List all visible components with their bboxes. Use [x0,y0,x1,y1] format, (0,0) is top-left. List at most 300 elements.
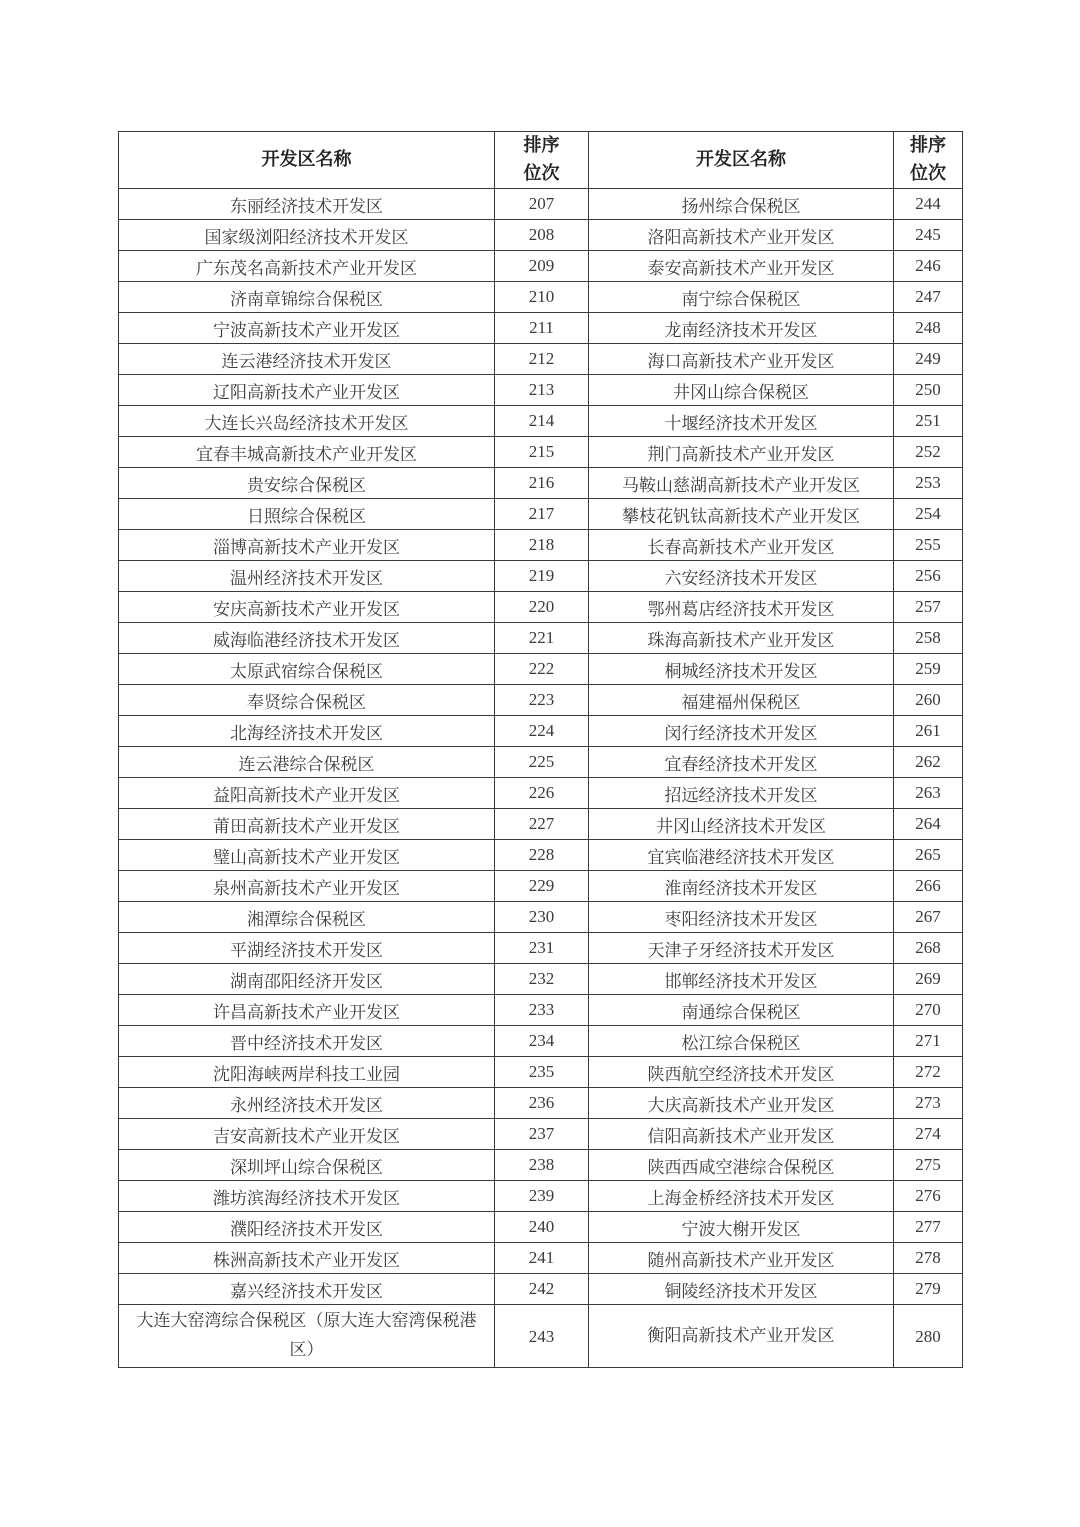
table-row [119,1305,963,1368]
district-name-right: 上海金桥经济技术开发区 [647,1188,835,1209]
rank-right: 246 [915,256,941,275]
rank-left: 229 [528,876,555,895]
rank-right: 253 [915,473,941,492]
district-name-left-cell [119,840,495,871]
rank-right-cell [894,716,963,747]
district-name-left: 嘉兴经济技术开发区 [230,1281,383,1302]
rank-left: 230 [528,907,555,926]
table-row [119,716,963,747]
rank-left-cell [495,1181,589,1212]
district-name-right-cell [589,1150,894,1181]
district-name-right-cell [589,375,894,406]
district-name-left: 太原武宿综合保税区 [230,661,383,682]
district-name-right: 珠海高新技术产业开发区 [647,630,835,651]
rank-left-cell [495,1243,589,1274]
rank-right-cell [894,1057,963,1088]
district-name-right-cell [589,809,894,840]
rank-right: 250 [915,380,941,399]
district-name-right: 南通综合保税区 [681,1002,801,1023]
district-name-left-cell [119,375,495,406]
rank-left-cell [495,561,589,592]
district-name-right-cell [589,933,894,964]
rank-left-cell [495,747,589,778]
district-name-right: 邯郸经济技术开发区 [664,971,818,992]
header-rank-left-line1: 排序 [523,135,560,156]
district-name-left: 吉安高新技术产业开发区 [213,1126,400,1147]
rank-right: 280 [915,1326,941,1346]
rank-right: 269 [915,969,941,988]
district-name-right: 天津子牙经济技术开发区 [647,940,835,961]
district-name-left: 广东茂名高新技术产业开发区 [196,258,417,279]
district-name-right-cell [589,654,894,685]
rank-right-cell [894,1026,963,1057]
rank-left-cell [495,220,589,251]
district-name-left: 大连大窑湾综合保税区（原大连大窑湾保税港区） [136,1311,477,1360]
rank-left-cell [495,778,589,809]
table-row [119,499,963,530]
rank-right-cell [894,871,963,902]
district-name-right-cell [589,1057,894,1088]
rank-left-cell [495,1212,589,1243]
district-name-right: 衡阳高新技术产业开发区 [647,1325,835,1346]
table-row [119,840,963,871]
table-row [119,437,963,468]
table-row [119,1119,963,1150]
district-name-right: 闵行经济技术开发区 [664,723,818,744]
district-name-left-cell [119,592,495,623]
district-name-left-cell [119,871,495,902]
district-name-right-cell [589,964,894,995]
district-name-left: 温州经济技术开发区 [230,568,383,589]
header-rank-right-line2: 位次 [910,163,946,184]
district-name-left: 安庆高新技术产业开发区 [213,599,400,620]
district-name-left-cell [119,654,495,685]
rank-left-cell [495,1119,589,1150]
rank-right-cell [894,623,963,654]
district-name-left-cell [119,778,495,809]
district-name-left-cell [119,468,495,499]
district-name-right-cell [589,282,894,313]
rank-right-cell [894,282,963,313]
rank-right: 247 [915,287,941,306]
district-name-right: 大庆高新技术产业开发区 [647,1095,835,1116]
rank-right-cell [894,902,963,933]
rank-right: 254 [915,504,941,523]
rank-left: 211 [529,318,554,337]
district-name-right: 攀枝花钒钛高新技术产业开发区 [622,506,860,527]
table-row [119,685,963,716]
rank-left: 238 [528,1155,555,1174]
district-name-right-cell [589,1119,894,1150]
rank-right-cell [894,1274,963,1305]
rank-right: 274 [915,1124,941,1143]
table-row [119,995,963,1026]
ranking-table [118,131,963,1368]
rank-left-cell [495,189,589,220]
rank-left-cell [495,282,589,313]
rank-right-cell [894,220,963,251]
table-header-row [119,132,963,189]
rank-left-cell [495,1150,589,1181]
district-name-right-cell [589,871,894,902]
district-name-right: 宜春经济技术开发区 [664,754,818,775]
district-name-right: 南宁综合保税区 [681,289,801,310]
rank-left: 222 [528,659,555,678]
district-name-right: 井冈山综合保税区 [673,382,809,403]
district-name-right: 荆门高新技术产业开发区 [647,444,835,465]
rank-left: 223 [528,690,555,709]
district-name-right-cell [589,1243,894,1274]
header-rank-right-line1: 排序 [910,135,946,156]
district-name-left: 深圳坪山综合保税区 [230,1157,383,1178]
district-name-right: 井冈山经济技术开发区 [656,816,826,837]
table-row [119,933,963,964]
table-row [119,809,963,840]
district-name-left-cell [119,1119,495,1150]
district-name-right: 长春高新技术产业开发区 [647,537,835,558]
rank-left: 233 [528,1000,555,1019]
district-name-right: 松江综合保税区 [681,1033,801,1054]
district-name-right-cell [589,623,894,654]
rank-right: 275 [915,1155,941,1174]
rank-left: 237 [528,1124,555,1143]
rank-left-cell [495,964,589,995]
table-row [119,902,963,933]
rank-left-cell [495,1057,589,1088]
rank-right-cell [894,747,963,778]
table-row [119,251,963,282]
rank-left: 212 [528,349,555,368]
district-name-right: 洛阳高新技术产业开发区 [647,227,835,248]
rank-left: 214 [528,411,555,430]
table-row [119,1274,963,1305]
district-name-right-cell [589,1212,894,1243]
district-name-right: 龙南经济技术开发区 [664,320,818,341]
district-name-left: 晋中经济技术开发区 [230,1033,383,1054]
district-name-left: 益阳高新技术产业开发区 [213,785,400,806]
district-name-right-cell [589,1026,894,1057]
table-row [119,282,963,313]
rank-left: 208 [528,225,555,244]
district-name-left: 日照综合保税区 [247,506,366,527]
table-row [119,964,963,995]
table-row [119,561,963,592]
rank-right: 272 [915,1062,941,1081]
district-name-left-cell [119,282,495,313]
rank-right-cell [894,964,963,995]
rank-right: 267 [915,907,941,926]
rank-left-cell [495,654,589,685]
district-name-right-cell [589,220,894,251]
district-name-right: 宜宾临港经济技术开发区 [647,847,835,868]
table-row [119,1212,963,1243]
district-name-left: 国家级浏阳经济技术开发区 [204,227,409,248]
district-name-left: 许昌高新技术产业开发区 [213,1002,400,1023]
rank-left: 218 [528,535,555,554]
table-row [119,747,963,778]
district-name-right: 铜陵经济技术开发区 [664,1281,818,1302]
district-name-left-cell [119,1212,495,1243]
rank-left-cell [495,871,589,902]
district-name-right: 信阳高新技术产业开发区 [647,1126,835,1147]
district-name-left: 沈阳海峡两岸科技工业园 [213,1064,400,1085]
rank-left: 224 [528,721,555,740]
district-name-left-cell [119,1305,495,1368]
rank-left-cell [495,902,589,933]
district-name-left-cell [119,313,495,344]
rank-left: 215 [528,442,555,461]
rank-left: 236 [528,1093,555,1112]
table-row [119,623,963,654]
district-name-left: 奉贤综合保税区 [247,692,366,713]
rank-left: 228 [528,845,555,864]
table-row [119,220,963,251]
rank-left: 213 [528,380,555,399]
rank-left: 209 [528,256,555,275]
district-name-right: 陕西西咸空港综合保税区 [647,1157,835,1178]
rank-left-cell [495,313,589,344]
rank-right-cell [894,313,963,344]
district-name-right-cell [589,1305,894,1368]
district-name-left: 湘潭综合保税区 [247,909,366,930]
district-name-right-cell [589,1088,894,1119]
district-name-right: 枣阳经济技术开发区 [664,909,818,930]
district-name-left: 东丽经济技术开发区 [230,196,383,217]
district-name-right: 扬州综合保税区 [681,196,801,217]
district-name-right-cell [589,561,894,592]
district-name-right-cell [589,530,894,561]
district-name-left-cell [119,1181,495,1212]
district-name-left-cell [119,189,495,220]
table-row [119,344,963,375]
district-name-left-cell [119,1026,495,1057]
rank-right: 249 [915,349,941,368]
district-name-right: 海口高新技术产业开发区 [647,351,835,372]
district-name-right-cell [589,747,894,778]
table-row [119,468,963,499]
district-name-left-cell [119,1243,495,1274]
rank-right: 264 [915,814,941,833]
rank-left: 207 [528,194,555,213]
district-name-right-cell [589,313,894,344]
table-row [119,313,963,344]
district-name-left: 潍坊滨海经济技术开发区 [213,1188,400,1209]
rank-right: 244 [915,194,941,213]
rank-right-cell [894,1119,963,1150]
district-name-right-cell [589,189,894,220]
rank-left-cell [495,716,589,747]
rank-right-cell [894,375,963,406]
district-name-left: 北海经济技术开发区 [230,723,383,744]
rank-left-cell [495,1274,589,1305]
rank-right-cell [894,406,963,437]
district-name-left-cell [119,685,495,716]
rank-right: 263 [915,783,941,802]
table-row [119,1181,963,1212]
rank-left: 242 [528,1279,555,1298]
rank-left: 231 [528,938,555,957]
district-name-left: 平湖经济技术开发区 [230,940,383,961]
rank-right-cell [894,561,963,592]
rank-right-cell [894,1305,963,1368]
district-name-left: 湖南邵阳经济开发区 [230,971,383,992]
district-name-left-cell [119,1088,495,1119]
district-name-right: 招远经济技术开发区 [664,785,818,806]
district-name-left-cell [119,933,495,964]
rank-left: 216 [528,473,555,492]
rank-left-cell [495,623,589,654]
district-name-right-cell [589,406,894,437]
district-name-right-cell [589,468,894,499]
rank-left-cell [495,809,589,840]
rank-left: 235 [528,1062,555,1081]
rank-right-cell [894,654,963,685]
district-name-right-cell [589,344,894,375]
rank-left-cell [495,251,589,282]
rank-left: 217 [528,504,555,523]
district-name-left: 株洲高新技术产业开发区 [213,1250,400,1271]
district-name-left: 璧山高新技术产业开发区 [213,847,400,868]
district-name-left-cell [119,530,495,561]
rank-right: 273 [915,1093,941,1112]
district-name-left-cell [119,902,495,933]
district-name-right: 马鞍山慈湖高新技术产业开发区 [622,475,860,496]
district-name-right-cell [589,592,894,623]
rank-right: 257 [915,597,941,616]
district-name-right-cell [589,902,894,933]
rank-right: 252 [915,442,941,461]
table-row [119,189,963,220]
header-name-left [119,132,495,189]
district-name-left: 贵安综合保税区 [247,475,366,496]
district-name-left: 大连长兴岛经济技术开发区 [204,413,409,434]
district-name-right: 泰安高新技术产业开发区 [647,258,835,279]
table-row [119,375,963,406]
district-name-left: 淄博高新技术产业开发区 [213,537,400,558]
district-name-right: 福建福州保税区 [681,692,801,713]
district-name-left-cell [119,623,495,654]
rank-right: 255 [915,535,941,554]
table-row [119,592,963,623]
rank-left: 221 [528,628,555,647]
header-rank-right [894,132,963,189]
rank-right: 279 [915,1279,941,1298]
rank-right: 248 [915,318,941,337]
district-name-right: 陕西航空经济技术开发区 [647,1064,835,1085]
rank-right-cell [894,778,963,809]
table-row [119,1088,963,1119]
header-name-right [589,132,894,189]
district-name-left-cell [119,964,495,995]
rank-right-cell [894,995,963,1026]
rank-left-cell [495,1305,589,1368]
district-name-left: 濮阳经济技术开发区 [230,1219,383,1240]
rank-left-cell [495,375,589,406]
district-name-left: 辽阳高新技术产业开发区 [213,382,400,403]
rank-left-cell [495,1088,589,1119]
district-name-left-cell [119,1150,495,1181]
rank-right-cell [894,437,963,468]
rank-right: 262 [915,752,941,771]
district-name-right: 淮南经济技术开发区 [664,878,818,899]
district-name-left-cell [119,499,495,530]
district-name-left: 宁波高新技术产业开发区 [213,320,400,341]
rank-left: 226 [528,783,555,802]
rank-right-cell [894,499,963,530]
rank-left-cell [495,933,589,964]
district-name-left: 宜春丰城高新技术产业开发区 [196,444,417,465]
rank-right-cell [894,685,963,716]
rank-right: 260 [915,690,941,709]
district-name-left: 连云港经济技术开发区 [221,351,392,372]
district-name-left: 泉州高新技术产业开发区 [213,878,400,899]
header-rank-left [495,132,589,189]
rank-left: 243 [528,1326,555,1346]
rank-left: 210 [528,287,555,306]
district-name-left: 永州经济技术开发区 [230,1095,383,1116]
rank-right-cell [894,1088,963,1119]
rank-right-cell [894,1212,963,1243]
district-name-left-cell [119,1057,495,1088]
rank-right: 258 [915,628,941,647]
rank-right-cell [894,1181,963,1212]
rank-left: 241 [528,1248,555,1267]
rank-right-cell [894,933,963,964]
rank-right: 268 [915,938,941,957]
district-name-left-cell [119,1274,495,1305]
district-name-left: 连云港综合保税区 [238,754,375,775]
district-name-left-cell [119,995,495,1026]
table-body [119,189,963,1368]
table-row [119,871,963,902]
rank-right: 261 [915,721,941,740]
rank-left: 232 [528,969,555,988]
rank-left-cell [495,995,589,1026]
district-name-left-cell [119,437,495,468]
district-name-right: 六安经济技术开发区 [664,568,818,589]
rank-right: 271 [915,1031,941,1050]
rank-right: 276 [915,1186,941,1205]
table-row [119,654,963,685]
rank-left: 219 [528,566,555,585]
rank-right: 277 [915,1217,941,1236]
district-name-right-cell [589,995,894,1026]
header-rank-left-line2: 位次 [523,163,560,184]
rank-right: 251 [915,411,941,430]
rank-left: 227 [528,814,555,833]
district-name-right: 十堰经济技术开发区 [664,413,818,434]
rank-left-cell [495,468,589,499]
district-name-right-cell [589,251,894,282]
rank-right: 278 [915,1248,941,1267]
header-name-right-label: 开发区名称 [696,149,786,170]
rank-right-cell [894,809,963,840]
district-name-right-cell [589,1274,894,1305]
district-name-left-cell [119,809,495,840]
rank-left-cell [495,437,589,468]
district-name-right: 随州高新技术产业开发区 [647,1250,835,1271]
district-name-left-cell [119,251,495,282]
district-name-left: 威海临港经济技术开发区 [213,630,400,651]
rank-left-cell [495,1026,589,1057]
rank-left: 234 [528,1031,555,1050]
table-row [119,1243,963,1274]
table-row [119,1026,963,1057]
table-row [119,530,963,561]
rank-right: 256 [915,566,941,585]
rank-left-cell [495,499,589,530]
header-name-left-label: 开发区名称 [261,149,352,170]
